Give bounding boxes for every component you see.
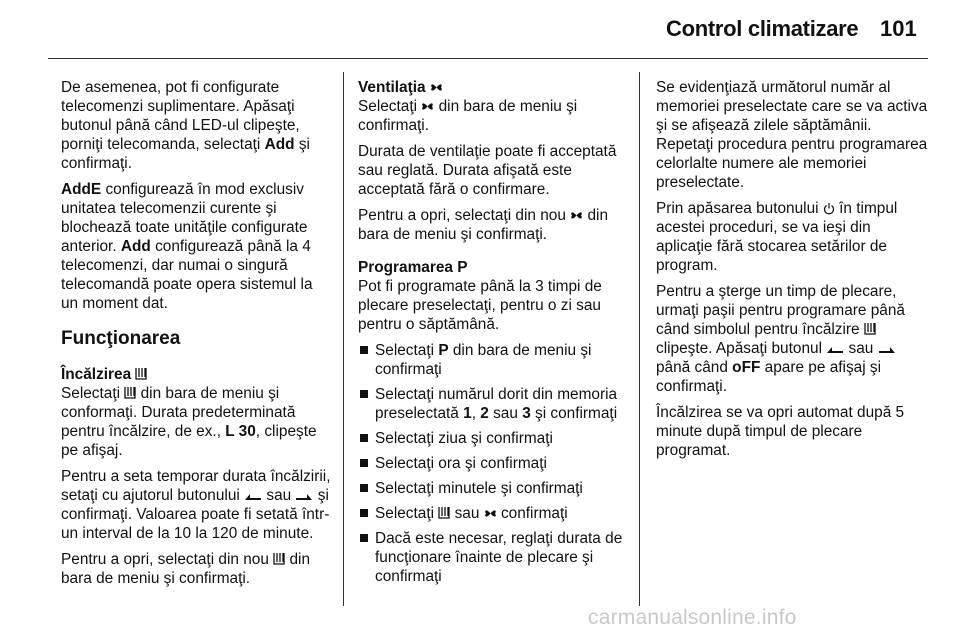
instruction-list bbox=[358, 341, 630, 586]
list-item: Selectaţi numărul dorit din memoria preselectată 1, 2 sau 3 şi confirmaţi bbox=[358, 385, 630, 423]
page-header bbox=[0, 0, 960, 58]
arrow-left-icon bbox=[826, 345, 844, 355]
list-item: Selectaţi ora şi confirmaţi bbox=[358, 454, 630, 473]
arrow-right-icon bbox=[878, 345, 896, 355]
column-1 bbox=[61, 78, 333, 595]
fan-icon bbox=[570, 209, 583, 222]
arrow-left-icon bbox=[244, 492, 262, 502]
list-item: Selectaţi sau confirmaţi bbox=[358, 504, 630, 523]
paragraph: Programarea P Pot fi programate până la 3 timpi de plecare preselectaţi, pentru o zi sau pentru o săptămână. bbox=[358, 259, 602, 333]
column-divider bbox=[343, 72, 344, 606]
list-item: Selectaţi ziua şi confirmaţi bbox=[358, 429, 630, 448]
heating-icon bbox=[864, 322, 876, 336]
paragraph: Prin apăsarea butonului în timpul acestei proceduri, se va ieşi din aplicaţie fără stocarea setărilor de program. bbox=[656, 200, 898, 274]
paragraph: Pentru a opri, selectaţi din nou din bara de meniu şi confirmaţi. bbox=[61, 551, 311, 587]
paragraph: Pentru a opri, selectaţi din nou din bara de meniu şi confirmaţi. bbox=[358, 207, 609, 243]
paragraph: Pentru a seta temporar durata încălzirii, setaţi cu ajutorul butonului sau şi confirmaţi. Valoarea poate fi setată într-un interval de la 10 la 120 de minute. bbox=[61, 468, 331, 542]
paragraph: Durata de ventilaţie poate fi acceptată sau reglată. Durata afişată este acceptată fără o confirmare. bbox=[358, 143, 617, 198]
list-item: Dacă este necesar, reglaţi durata de funcţionare înainte de plecare şi confirmaţi bbox=[358, 529, 630, 586]
section-heading: Funcţionarea bbox=[61, 328, 181, 349]
list-item: Selectaţi minutele şi confirmaţi bbox=[358, 479, 630, 498]
paragraph: Încălzirea se va opri automat după 5 minute după timpul de plecare programat. bbox=[656, 404, 905, 459]
list-item: Selectaţi P din bara de meniu şi confirmaţi bbox=[358, 341, 630, 379]
heating-icon bbox=[273, 552, 285, 566]
fan-icon bbox=[430, 81, 443, 94]
column-2 bbox=[358, 78, 630, 592]
paragraph: De asemenea, pot fi configurate telecomenzi suplimentare. Apăsaţi butonul până când LED-ul clipeşte, porniţi telecomanda, selectaţi Add şi confirmaţi. bbox=[61, 79, 310, 172]
paragraph: Încălzirea Selectaţi din bara de meniu şi conformaţi. Durata predeterminată pentru încălzire, de ex., L 30, clipeşte pe afişaj. bbox=[61, 366, 317, 459]
heating-icon bbox=[135, 367, 147, 381]
watermark: carmanualsonline.info bbox=[588, 606, 797, 629]
page-number: 101 bbox=[880, 16, 917, 41]
heating-icon bbox=[124, 386, 136, 400]
paragraph: Pentru a şterge un timp de plecare, urmaţi paşii pentru programare până când simbolul pentru încălzire clipeşte. Apăsaţi butonul sau până când oFF apare pe afişaj şi confirmaţi. bbox=[656, 283, 905, 395]
header-divider bbox=[48, 58, 928, 59]
fan-icon bbox=[484, 507, 497, 520]
power-icon bbox=[823, 202, 835, 215]
paragraph: AddE configurează în mod exclusiv unitatea telecomenzii curente şi blochează toate unităţile configurate anterior. Add configurează până la 4 telecomenzi, dar numai o singură telecomandă poate opera sistemul la un moment dat. bbox=[61, 181, 313, 312]
heating-icon bbox=[438, 506, 450, 520]
paragraph: Se evidenţiază următorul număr al memoriei preselectate care se va activa şi se afişează zilele săptămânii. Repetaţi procedura pentru programarea celorlalte numere ale memoriei preselectate. bbox=[656, 79, 928, 191]
column-3 bbox=[656, 78, 928, 467]
paragraph: Ventilaţia Selectaţi din bara de meniu şi confirmaţi. bbox=[358, 79, 578, 134]
fan-icon bbox=[421, 100, 434, 113]
arrow-right-icon bbox=[295, 492, 313, 502]
column-divider bbox=[639, 72, 640, 606]
page-title: Control climatizare bbox=[666, 16, 859, 41]
